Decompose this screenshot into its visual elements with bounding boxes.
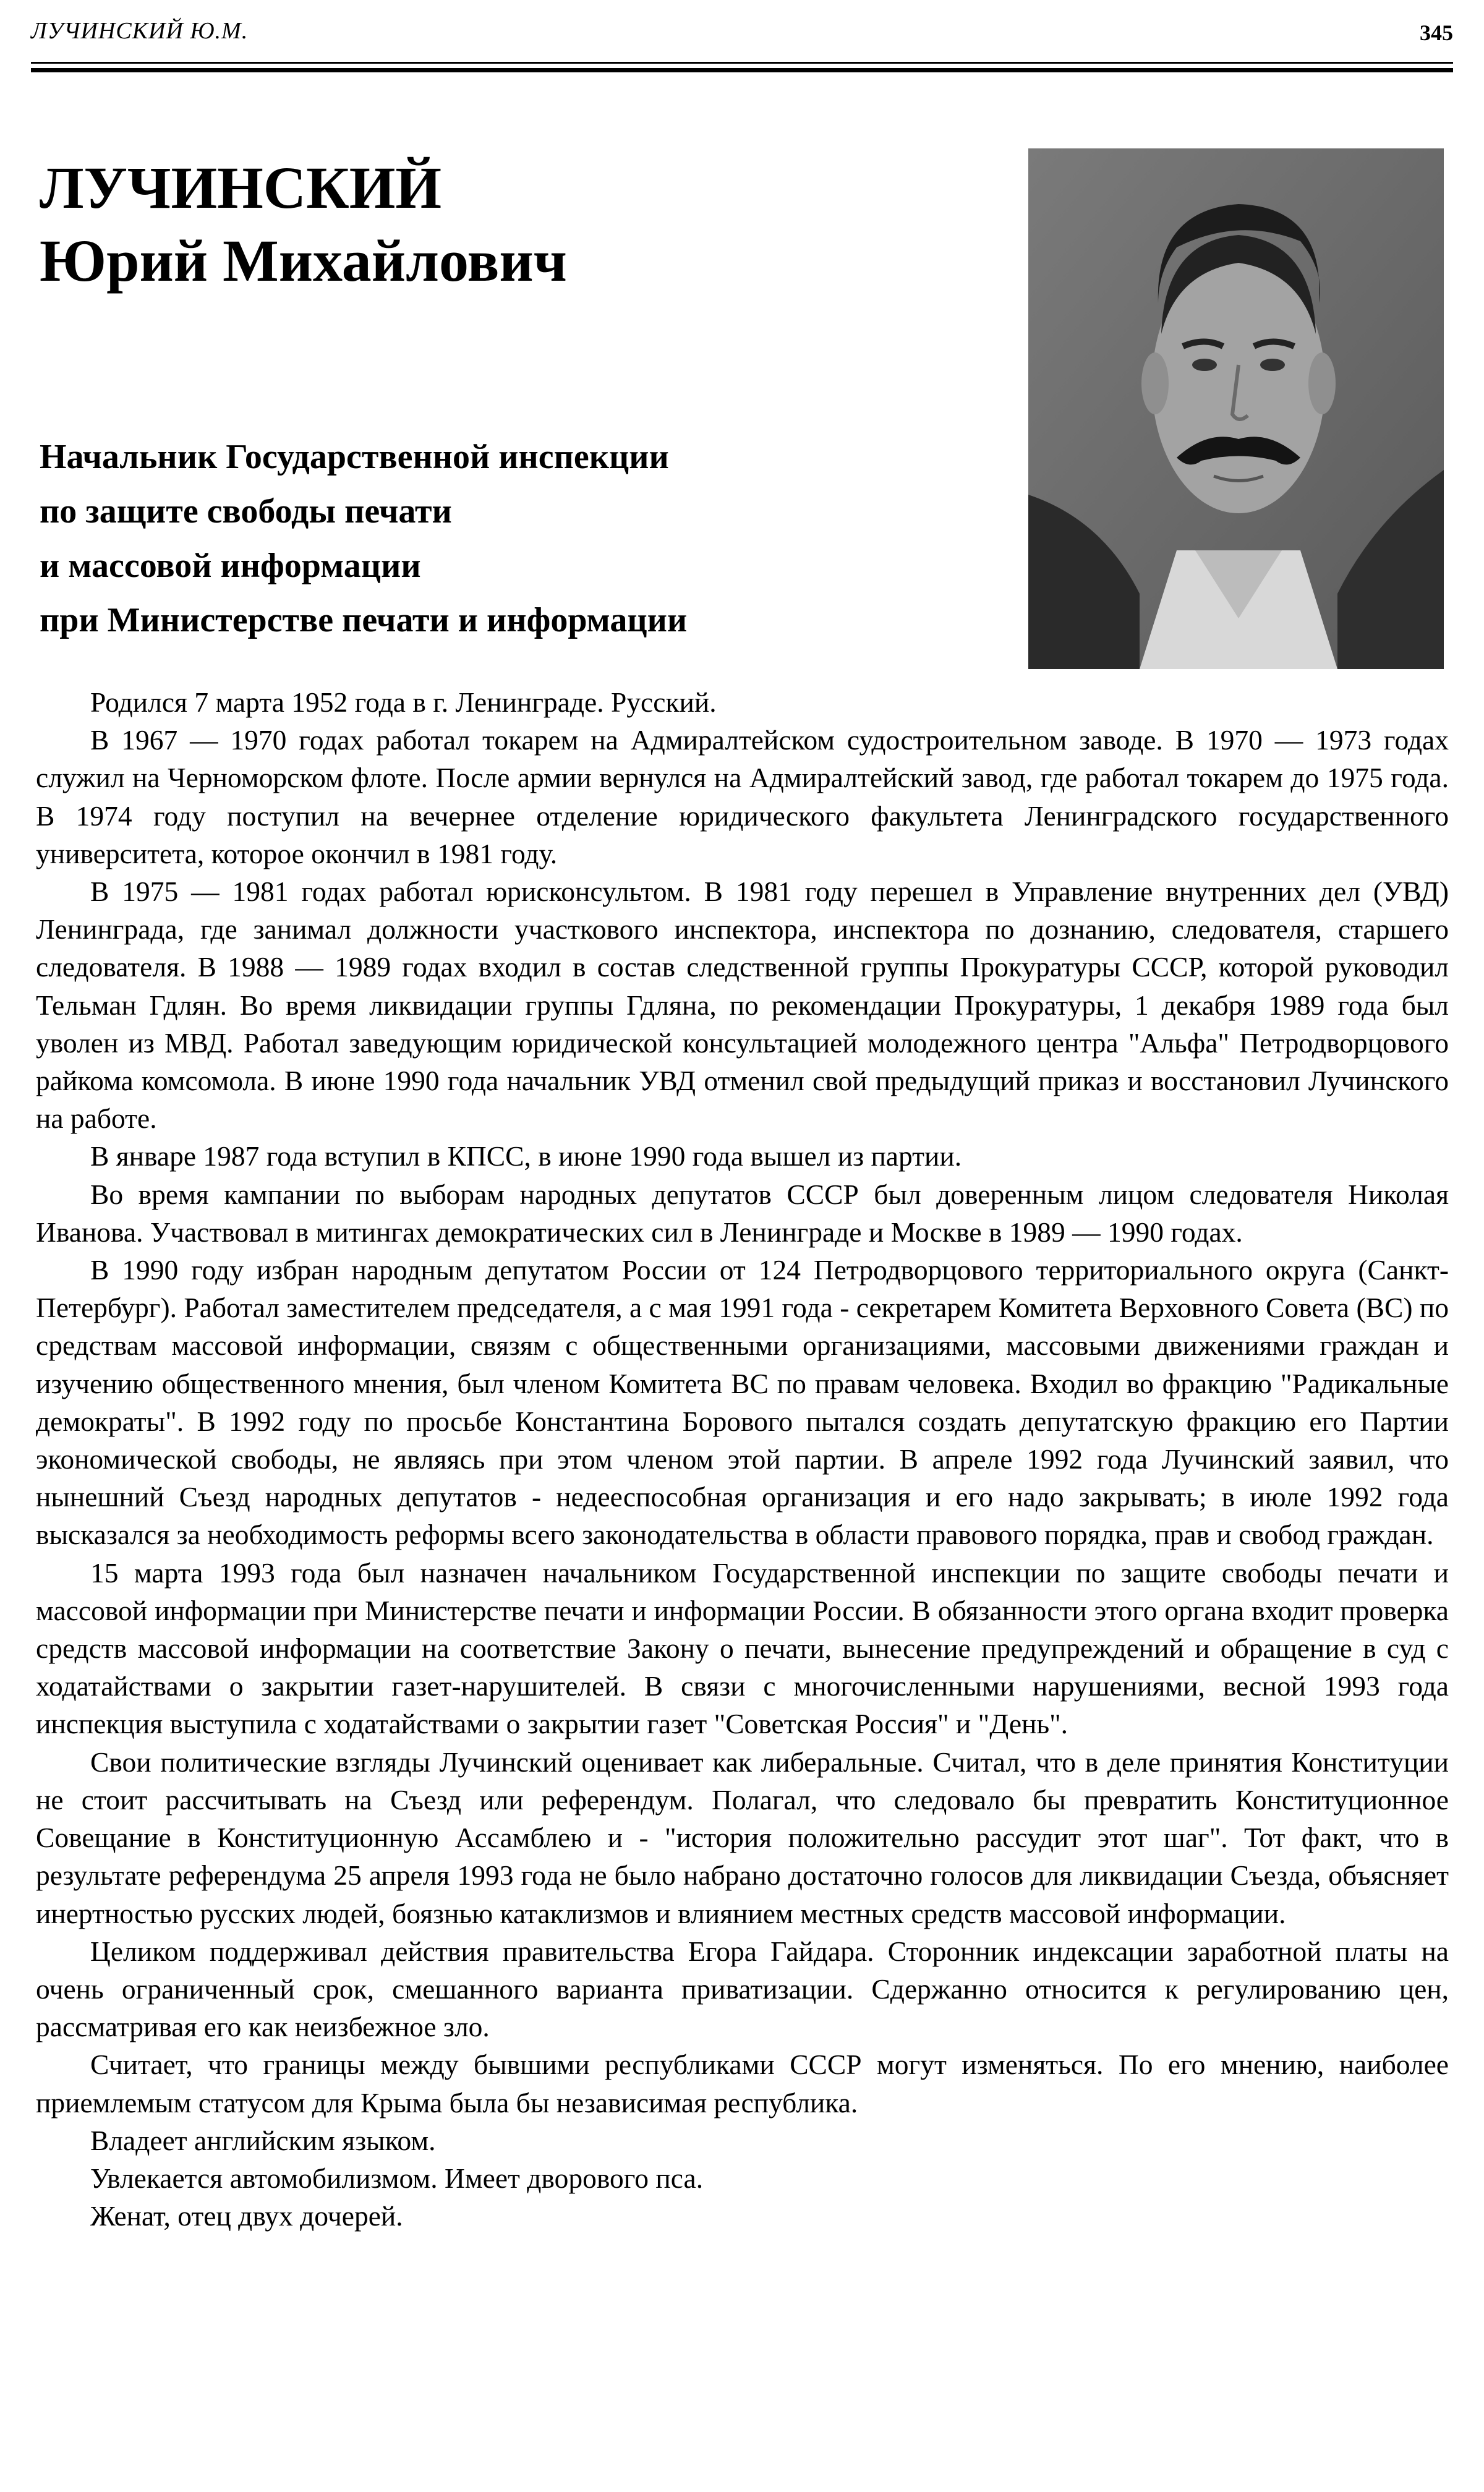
header-rule-thick — [31, 68, 1453, 72]
position-line: и массовой информации — [40, 547, 421, 585]
paragraph: 15 марта 1993 года был назначен начальником Государственной инспекции по защите свободы печати и массовой информации при Министерстве печати и информации России. В обязанности этого органа входит проверка средств массовой информации на соответствие Закону о печати, вынесение предупреждений и обращение в суд с ходатайствами о закрытии газет-нарушителей. В связи с многочисленными нарушениями, весной 1993 года инспекция выступила с ходатайствами о закрытии газет "Советская Россия" и "День". — [36, 1556, 1449, 1740]
person-name-heading — [40, 151, 567, 297]
given-names: Юрий Михайлович — [40, 228, 567, 294]
running-head — [31, 17, 1453, 54]
page-number: 345 — [1420, 20, 1453, 45]
paragraph: Родился 7 марта 1952 года в г. Ленинграде. Русский. — [90, 686, 717, 718]
header-rule-thin — [31, 62, 1453, 64]
position-line: Начальник Государственной инспекции — [40, 438, 669, 476]
running-head-name: ЛУЧИНСКИЙ Ю.М. — [31, 18, 249, 44]
paragraph: Женат, отец двух дочерей. — [90, 2200, 403, 2232]
paragraph: Свои политические взгляды Лучинский оценивает как либеральные. Считал, что в деле принятия Конституции не стоит рассчитывать на Съезд или референдум. Полагал, что следовало бы превратить Конституционное Совещание в Конституционную Ассамблею и - "история положительно рассудит этот шаг". Тот факт, что в результате референдума 25 апреля 1993 года не было набрано достаточно голосов для ликвидации Съезда, объясняет инертностью русских людей, боязнью катаклизмов и влиянием местных средств массовой информации. — [36, 1746, 1449, 1929]
biography-text — [36, 683, 1449, 2235]
portrait-photo — [1028, 148, 1444, 669]
position-line: по защите свободы печати — [40, 492, 452, 531]
paragraph: Владеет английским языком. — [90, 2124, 436, 2156]
paragraph: В 1975 — 1981 годах работал юрисконсультом. В 1981 году перешел в Управление внутренних дел (УВД) Ленинграда, где занимал должности участкового инспектора, инспектора по дознанию, следователя, старшего следователя. В 1988 — 1989 годах входил в состав следственной группы Прокуратуры СССР, которой руководил Тельман Гдлян. Во время ликвидации группы Гдляна, по рекомендации Прокуратуры, 1 декабря 1989 года был уволен из МВД. Работал заведующим юридической консультацией молодежного центра "Альфа" Петродворцового райкома комсомола. В июне 1990 года начальник УВД отменил свой предыдущий приказ и восстановил Лучинского на работе. — [36, 876, 1449, 1135]
paragraph: Во время кампании по выборам народных депутатов СССР был доверенным лицом следователя Николая Иванова. Участвовал в митингах демократических сил в Ленинграде и Москве в 1989 — 1990 годах. — [36, 1178, 1449, 1248]
paragraph: Увлекается автомобилизмом. Имеет дворового пса. — [90, 2162, 704, 2194]
paragraph: В январе 1987 года вступил в КПСС, в июне 1990 года вышел из партии. — [90, 1140, 962, 1172]
position-line: при Министерстве печати и информации — [40, 601, 688, 639]
paragraph: В 1990 году избран народным депутатом России от 124 Петродворцового территориального округа (Санкт-Петербург). Работал заместителем председателя, а с мая 1991 года - секретарем Комитета Верховного Совета (ВС) по средствам массовой информации, связям с общественными организациями, массовыми движениями граждан и изучению общественного мнения, был членом Комитета ВС по правам человека. Входил во фракцию "Радикальные демократы". В 1992 году по просьбе Константина Борового пытался создать депутатскую фракцию его Партии экономической свободы, не являясь при этом членом этой партии. В апреле 1992 года Лучинский заявил, что нынешний Съезд народных депутатов - недееспособная организация и его надо закрывать; в июле 1992 года высказался за необходимость реформы всего законодательства в области правового порядка, прав и свобод граждан. — [36, 1254, 1449, 1551]
position-title — [40, 430, 687, 647]
portrait-illustration — [1028, 148, 1444, 669]
surname: ЛУЧИНСКИЙ — [40, 155, 442, 221]
paragraph: В 1967 — 1970 годах работал токарем на Адмиралтейском судостроительном заводе. В 1970 — 1973 годах служил на Черноморском флоте. После армии вернулся на Адмиралтейский завод, где работал токарем до 1975 года. В 1974 году поступил на вечернее отделение юридического факультета Ленинградского государственного университета, которое окончил в 1981 году. — [36, 724, 1449, 869]
paragraph: Считает, что границы между бывшими республиками СССР могут изменяться. По его мнению, наиболее приемлемым статусом для Крыма была бы независимая республика. — [36, 2049, 1449, 2119]
paragraph: Целиком поддерживал действия правительства Егора Гайдара. Сторонник индексации заработной платы на очень ограниченный срок, смешанного варианта приватизации. Сдержанно относится к регулированию цен, рассматривая его как неизбежное зло. — [36, 1935, 1449, 2043]
